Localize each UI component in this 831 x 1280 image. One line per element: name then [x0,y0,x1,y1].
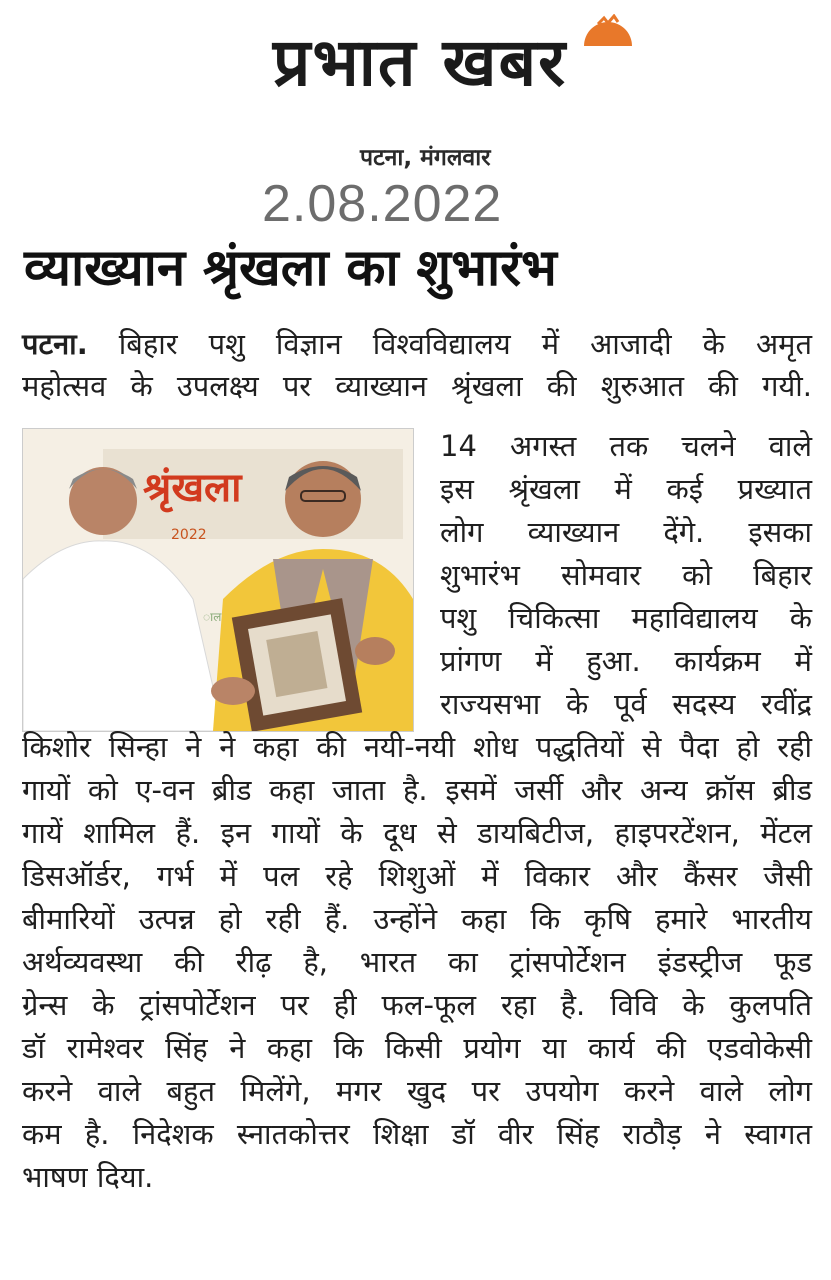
photo-illustration [23,429,413,731]
article-line: इस श्रृंखला में कई प्रख्यात [440,472,812,506]
article-line: गायें शामिल हैं. इन गायों के दूध से डायबिटीज, हाइपरटेंशन, मेंटल [22,816,812,850]
article-line: भाषण दिया. [22,1160,154,1194]
article-line: ग्रेन्स के ट्रांसपोर्टेशन पर ही फल-फूल रहा है. विवि के कुलपति [22,988,812,1022]
article-line: गायों को ए-वन ब्रीड कहा जाता है. इसमें जर्सी और अन्य क्रॉस ब्रीड [22,773,812,807]
article-line: किशोर सिन्हा ने ने कहा की नयी-नयी शोध पद्धतियों से पैदा हो रही [22,730,812,764]
event-photo [22,428,414,732]
article-line: शुभारंभ सोमवार को बिहार [440,558,812,592]
article-line: कम है. निदेशक स्नातकोत्तर शिक्षा डॉ वीर सिंह राठौड़ ने स्वागत [22,1117,812,1151]
article-line: पटना. बिहार पशु विज्ञान विश्वविद्यालय में आजादी के अमृत [22,327,812,361]
article-line: डिसऑर्डर, गर्भ में पल रहे शिशुओं में विकार और कैंसर जैसी [22,859,812,893]
article-line: राज्यसभा के पूर्व सदस्य रवींद्र [440,687,812,721]
article-line: लोग व्याख्यान देंगे. इसका [440,515,812,549]
article-lead: पटना. [22,327,88,361]
article-line: करने वाले बहुत मिलेंगे, मगर खुद पर उपयोग करने वाले लोग [22,1074,812,1108]
article-line: 14 अगस्त तक चलने वाले [440,429,812,463]
headline: व्याख्यान श्रृंखला का शुभारंभ [24,239,557,298]
dateline-date: 2.08.2022 [262,175,503,233]
banner-text: श्रृंखला [143,465,242,511]
banner-date: 2022 [171,527,207,543]
dateline-place: पटना, मंगलवार [360,145,491,171]
article-line: अर्थव्यवस्था की रीढ़ है, भारत का ट्रांसपोर्टेशन इंडस्ट्रीज फूड [22,945,812,979]
article-line: डॉ रामेश्वर सिंह ने कहा कि किसी प्रयोग या कार्य की एडवोकेसी [22,1031,812,1065]
masthead [190,8,650,128]
article-line: पशु चिकित्सा महाविद्यालय के [440,601,812,635]
article-line: महोत्सव के उपलक्ष्य पर व्याख्यान श्रृंखला की शुरुआत की गयी. [22,369,812,403]
banner-small: ाल [203,610,222,624]
article-line: प्रांगण में हुआ. कार्यक्रम में [440,644,812,678]
newspaper-name: प्रभात खबर [272,24,568,101]
article-line: बीमारियों उत्पन्न हो रही हैं. उन्होंने कहा कि कृषि हमारे भारतीय [22,902,812,936]
